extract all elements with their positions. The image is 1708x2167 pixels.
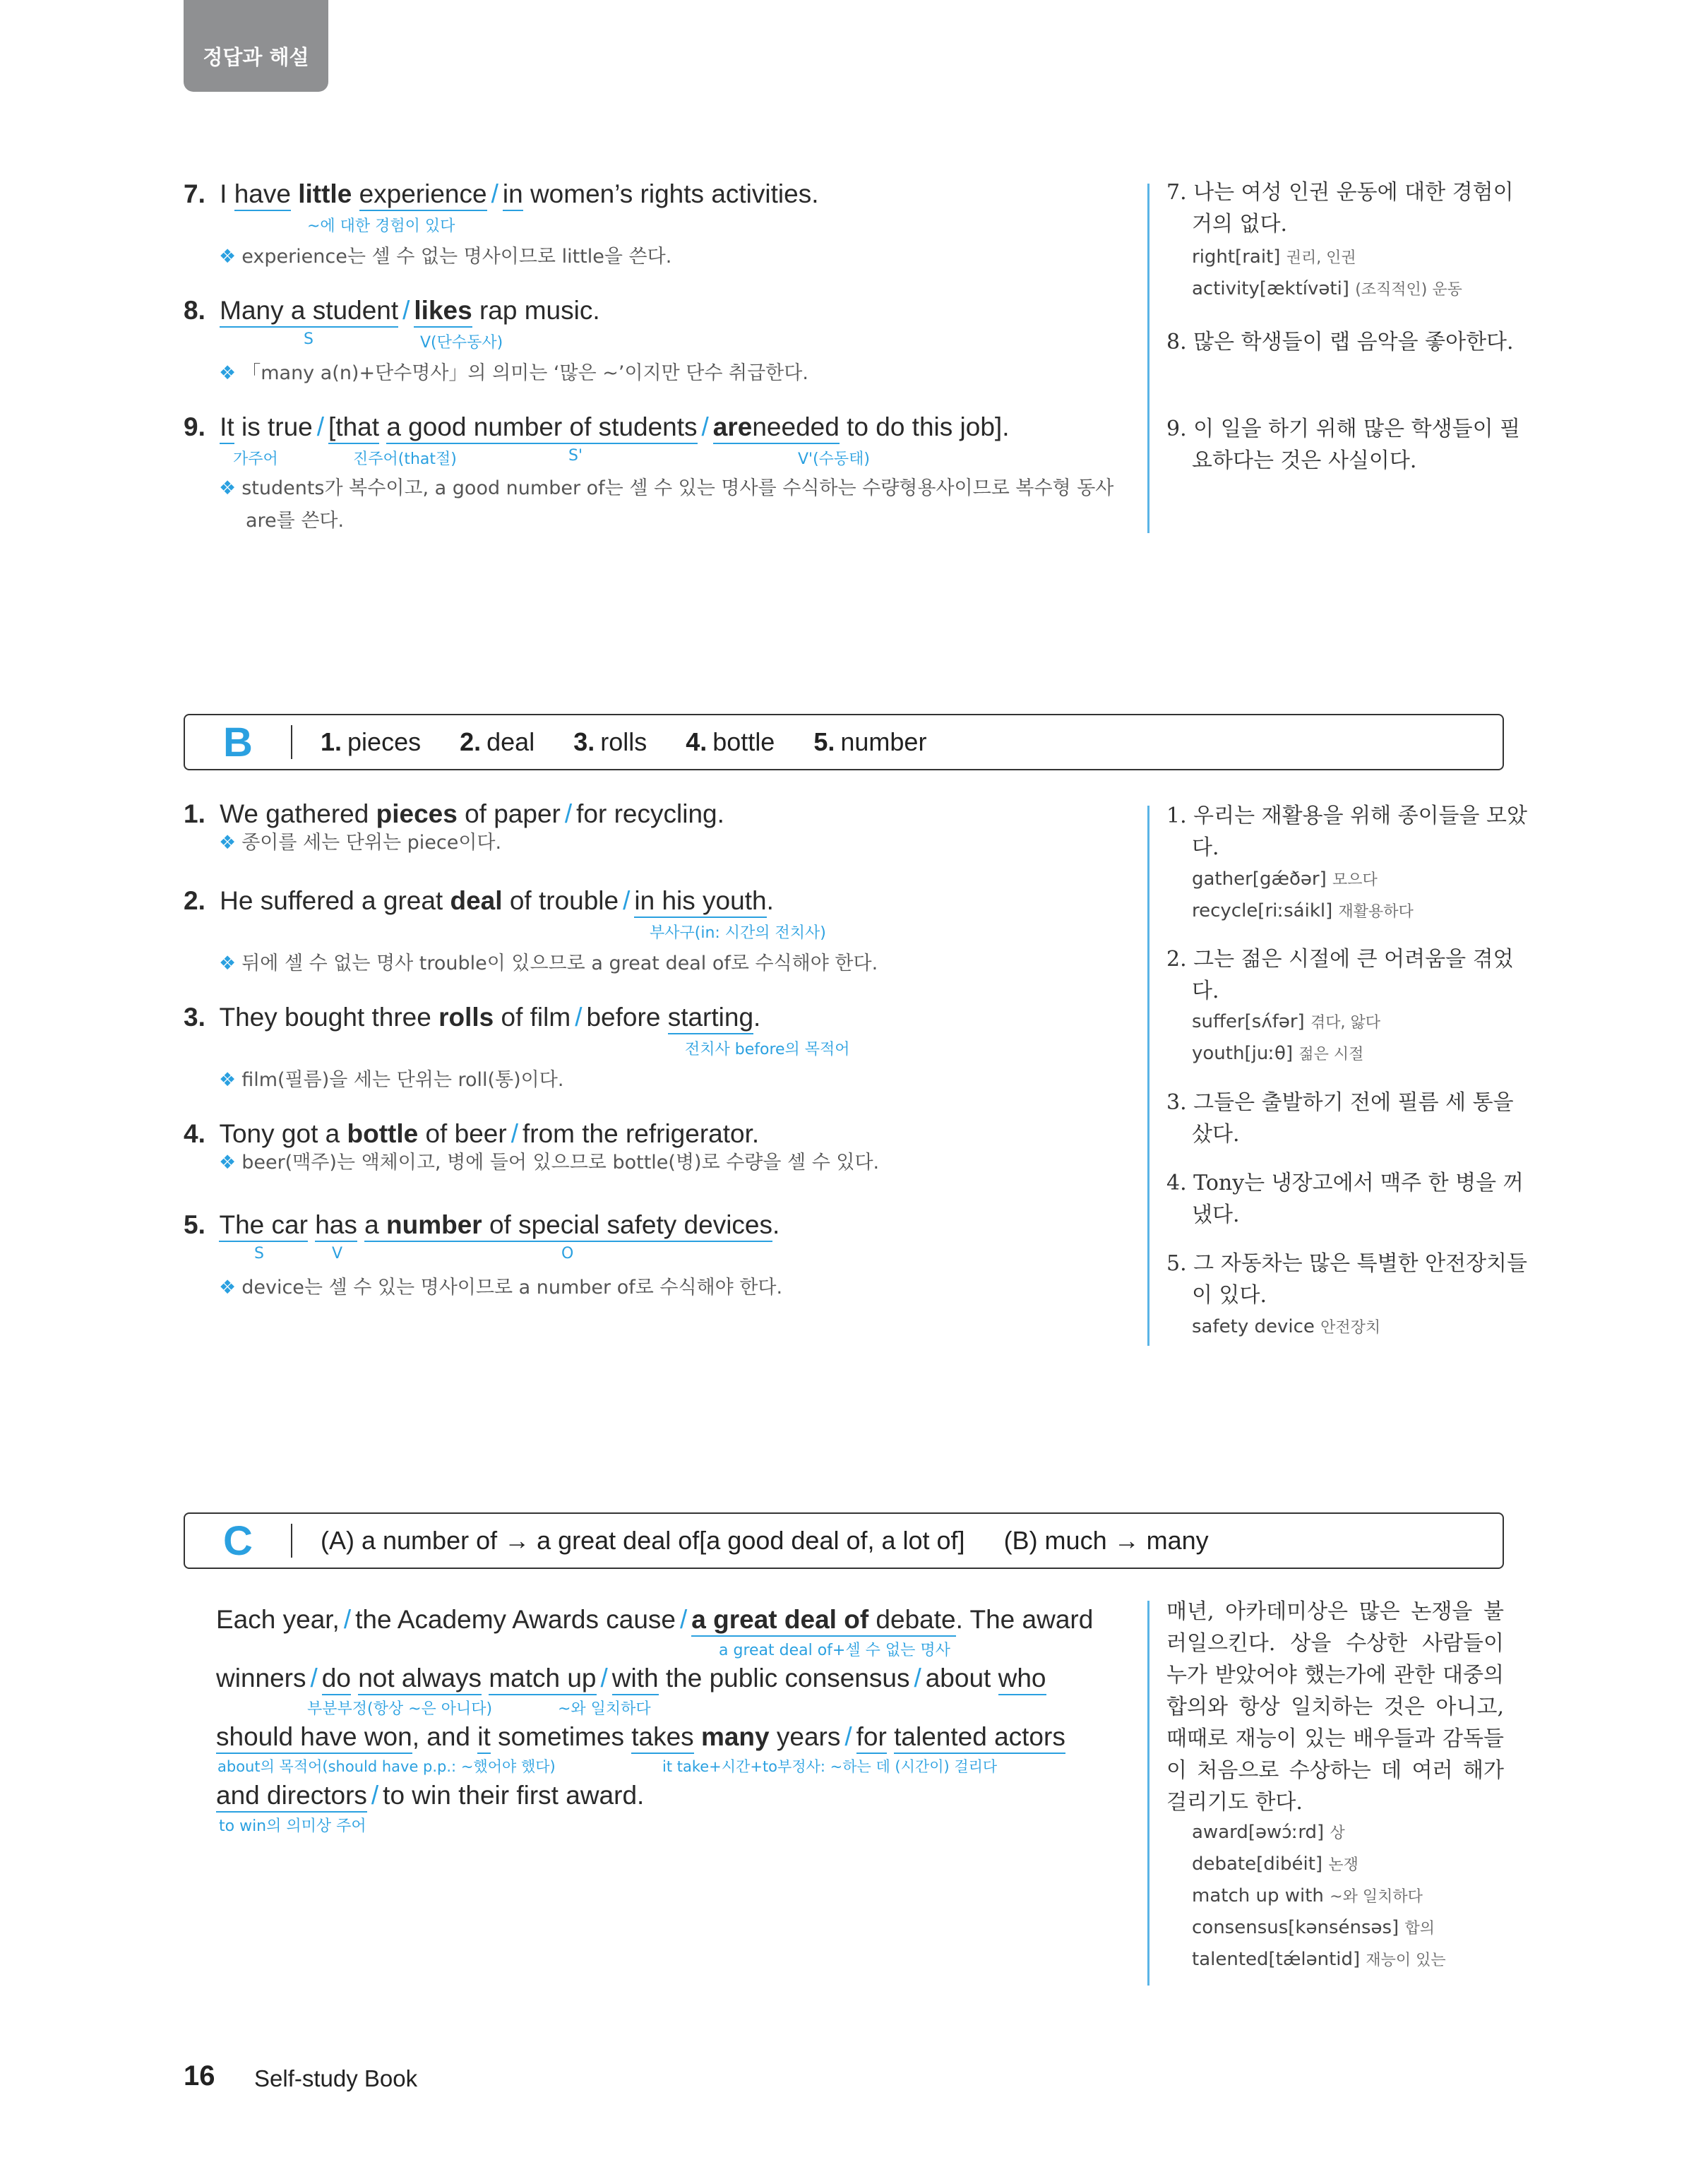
explanation-note xyxy=(219,1147,879,1179)
word: the Academy Awards cause xyxy=(355,1605,676,1634)
word: Tony got a xyxy=(219,1119,340,1148)
word: likes xyxy=(414,296,472,328)
word: Each year, xyxy=(216,1605,340,1634)
section-b xyxy=(184,714,1528,1349)
explanation-note xyxy=(219,1064,563,1097)
note-text: experience는 셀 수 없는 명사이므로 little을 쓴다. xyxy=(241,246,672,268)
diamond-icon: ❖ xyxy=(219,362,237,384)
trans-number: 7. xyxy=(1166,180,1194,205)
slash: / xyxy=(844,1722,852,1751)
word: debate xyxy=(876,1605,956,1634)
note-text: students가 복수이고, a good number of는 셀 수 있는 명사를 수식하는 수량형용사이므로 복수형 동사 xyxy=(241,477,1114,499)
box-separator xyxy=(291,1524,292,1558)
slash: / xyxy=(316,412,325,441)
answer-number: 1. xyxy=(321,727,342,756)
note-text: beer(맥주)는 액체이고, 병에 들어 있으므로 bottle(병)로 수량을 셀 수 있다. xyxy=(241,1152,880,1174)
word: who xyxy=(998,1664,1046,1695)
word: He suffered a great xyxy=(220,886,443,915)
item-b5 xyxy=(184,1210,783,1299)
slash: / xyxy=(491,179,498,208)
sentence: 5. The car has a number of special safety devices. xyxy=(184,1210,780,1241)
item-a7 xyxy=(184,179,819,268)
trans-number: 8. xyxy=(1166,330,1194,354)
annotation: O xyxy=(561,1245,574,1262)
word: are xyxy=(713,412,753,444)
trans-number: 1. xyxy=(1166,804,1194,828)
translation xyxy=(1166,1087,1529,1150)
answer-text: pieces xyxy=(347,727,422,756)
annotation: 진주어(that절) xyxy=(353,450,457,468)
answer-word: pieces xyxy=(376,799,458,828)
explanation-note xyxy=(219,472,1140,537)
item-number: 2. xyxy=(184,886,205,915)
slash: / xyxy=(402,296,410,325)
answer-a-alternatives: [a good deal of, a lot of] xyxy=(699,1526,965,1555)
trans-text: 이 일을 하기 위해 많은 학생들이 필요하다는 것은 사실이다. xyxy=(1192,417,1521,473)
word: experience xyxy=(359,179,487,211)
diamond-icon: ❖ xyxy=(219,1152,237,1174)
vocab-word: match up with xyxy=(1192,1885,1324,1906)
vocab-item xyxy=(1192,1853,1358,1875)
translation xyxy=(1166,413,1529,477)
trans-text: 많은 학생들이 랩 음악을 좋아한다. xyxy=(1193,330,1514,354)
explanation-note xyxy=(219,948,878,980)
word: and directors xyxy=(216,1781,367,1813)
note-text: are를 쓴다. xyxy=(246,510,345,532)
sentence xyxy=(184,799,724,830)
trans-number: 2. xyxy=(1166,947,1194,972)
book-title: Self-study Book xyxy=(254,2065,418,2091)
vocab-word: right[rait] xyxy=(1192,246,1281,268)
answer-word: number xyxy=(386,1210,482,1239)
annotation: S xyxy=(304,330,313,348)
answer xyxy=(460,727,535,757)
answer-b: (B) much → many xyxy=(1003,1526,1209,1555)
item-number: 8. xyxy=(184,296,205,325)
word: takes xyxy=(631,1722,693,1754)
vocab-item xyxy=(1192,1948,1446,1970)
annotation: about의 목적어(should have p.p.: ~했어야 했다) xyxy=(217,1758,556,1775)
word: about xyxy=(925,1664,991,1693)
item-a8 xyxy=(184,295,808,384)
word: rap music. xyxy=(479,296,600,325)
answer xyxy=(686,727,775,757)
note-text: 뒤에 셀 수 없는 명사 trouble이 있으므로 a great deal of로 수식해야 한다. xyxy=(241,953,878,974)
word: many xyxy=(700,1722,770,1751)
vocab-item xyxy=(1192,1916,1435,1938)
word: a xyxy=(364,1210,379,1239)
diamond-icon: ❖ xyxy=(219,1069,237,1091)
word: with xyxy=(612,1664,659,1695)
item-number: 7. xyxy=(184,179,205,208)
word: women’s rights activities. xyxy=(530,179,819,208)
word: They bought three xyxy=(219,1003,431,1032)
word: starting xyxy=(668,1003,753,1034)
answer-box-b xyxy=(184,714,1504,770)
annotation: 전치사 before의 목적어 xyxy=(685,1041,850,1058)
word: of beer xyxy=(425,1119,507,1148)
word: sometimes xyxy=(498,1722,624,1751)
column-divider xyxy=(1147,1601,1149,1986)
item-number: 3. xyxy=(184,1003,205,1032)
translation xyxy=(1166,1167,1529,1231)
item-number: 9. xyxy=(184,412,205,441)
word: has xyxy=(315,1210,357,1242)
vocab-meaning: 권리, 인권 xyxy=(1286,249,1356,267)
section-a xyxy=(184,169,1521,537)
underlined-phrase xyxy=(691,1605,955,1637)
answer-text: deal xyxy=(486,727,535,756)
vocab-item xyxy=(1192,1010,1380,1032)
sentence: 3. They bought three rolls of film / before starting. xyxy=(184,1002,760,1033)
word: from the refrigerator. xyxy=(522,1119,760,1148)
annotation: S xyxy=(254,1245,264,1262)
annotation: 가주어 xyxy=(233,450,278,468)
word: of trouble xyxy=(509,886,619,915)
translation xyxy=(1166,1248,1529,1311)
trans-text: 그들은 출발하기 전에 필름 세 통을 샀다. xyxy=(1192,1090,1514,1147)
annotation: V'(수동태) xyxy=(798,450,871,468)
trans-text: 그 자동차는 많은 특별한 안전장치들이 있다. xyxy=(1192,1251,1528,1308)
translation: 매년, 아카데미상은 많은 논쟁을 불러일으킨다. 상을 수상한 사람들이 누가 받았어야 했는가에 관한 대중의 합의와 항상 일치하는 것은 아니고, 때때로 재능이 있는 배우들과 감독들이 처음으로 수상하는 데 여러 해가 걸리기도 한다. xyxy=(1166,1599,1504,1815)
vocab-word: award[əwɔ́ːrd] xyxy=(1192,1822,1325,1843)
word: a xyxy=(691,1605,706,1634)
explanation-note xyxy=(219,827,501,859)
vocab-item xyxy=(1192,900,1414,921)
vocab-item xyxy=(1192,1042,1363,1064)
sentence: 2. He suffered a great deal of trouble / in his youth. xyxy=(184,885,774,917)
vocab-word: recycle[riːsáikl] xyxy=(1192,900,1333,921)
word: of special safety devices xyxy=(489,1210,773,1239)
diamond-icon: ❖ xyxy=(219,832,237,854)
item-b2 xyxy=(184,885,878,974)
word: to win their first award. xyxy=(383,1781,645,1810)
explanation-note xyxy=(219,357,808,390)
answer-text: bottle xyxy=(712,727,775,756)
trans-number: 3. xyxy=(1166,1090,1194,1115)
word: should have won xyxy=(216,1722,412,1754)
translation xyxy=(1166,177,1529,240)
vocab-word: activity[æktívəti] xyxy=(1192,278,1349,299)
word: I xyxy=(220,179,227,208)
vocab-meaning: 젊은 시절 xyxy=(1298,1046,1364,1063)
word: a good number of students xyxy=(386,412,697,444)
page-number: 16 xyxy=(184,2060,215,2091)
trans-text: 그는 젊은 시절에 큰 어려움을 겪었다. xyxy=(1192,947,1514,1003)
slash: / xyxy=(510,1119,518,1148)
slash: / xyxy=(564,799,573,828)
answer-number: 2. xyxy=(460,727,482,756)
item-number: 4. xyxy=(184,1119,205,1148)
answer xyxy=(573,727,647,757)
word: not always xyxy=(358,1664,482,1695)
word: is true xyxy=(241,412,313,441)
section-letter: C xyxy=(223,1517,253,1564)
word: little xyxy=(298,179,352,208)
answer-a: (A) a number of → a great deal of xyxy=(321,1526,700,1555)
word: winners xyxy=(216,1664,306,1693)
word: great deal of xyxy=(713,1605,869,1634)
word: in xyxy=(503,179,523,211)
word: talented actors xyxy=(894,1722,1065,1754)
answer xyxy=(813,727,926,757)
annotation: V(단수동사) xyxy=(420,334,503,352)
word: the public consensus xyxy=(665,1664,910,1693)
note-text: device는 셀 수 있는 명사이므로 a number of로 수식해야 한다. xyxy=(241,1277,783,1299)
slash: / xyxy=(680,1605,688,1634)
vocab-meaning: 재활용하다 xyxy=(1338,903,1414,921)
word: We gathered xyxy=(220,799,369,828)
explanation-note xyxy=(219,241,671,273)
word: of paper xyxy=(465,799,561,828)
word: It xyxy=(220,412,234,444)
answer-number: 3. xyxy=(573,727,595,756)
slash: / xyxy=(575,1003,583,1032)
sentence xyxy=(184,1118,759,1150)
slash: / xyxy=(343,1605,352,1634)
slash: / xyxy=(623,886,631,915)
word: , and xyxy=(412,1722,470,1751)
vocab-meaning: 상 xyxy=(1330,1825,1345,1842)
trans-number: 4. xyxy=(1166,1171,1194,1195)
note-text: film(필름)을 세는 단위는 roll(통)이다. xyxy=(241,1069,564,1091)
vocab-item xyxy=(1192,1315,1380,1337)
word: for recycling. xyxy=(576,799,724,828)
trans-text: 우리는 재활용을 위해 종이들을 모았다. xyxy=(1192,804,1528,860)
sentence xyxy=(184,412,1009,443)
vocab-meaning: 안전장치 xyxy=(1320,1319,1381,1337)
answer-number: 5. xyxy=(813,727,835,756)
sentence xyxy=(184,295,600,326)
translation xyxy=(1166,326,1529,358)
annotation: 부분부정(항상 ~은 아니다) xyxy=(307,1700,493,1718)
vocab-word: gather[gǽðər] xyxy=(1192,868,1327,890)
section-c xyxy=(184,1512,1504,1993)
vocab-word: consensus[kənsénsəs] xyxy=(1192,1917,1399,1938)
slash: / xyxy=(600,1664,608,1693)
answer-text: rolls xyxy=(600,727,647,756)
vocab-word: safety device xyxy=(1192,1316,1315,1337)
passage-line xyxy=(216,1590,1093,1649)
vocab-item xyxy=(1192,1885,1423,1906)
vocab-word: debate[dibéit] xyxy=(1192,1853,1323,1875)
annotation: 부사구(in: 시간의 전치사) xyxy=(650,924,826,942)
word: before xyxy=(586,1003,661,1032)
column-divider xyxy=(1147,184,1149,533)
vocab-meaning: 논쟁 xyxy=(1328,1856,1358,1874)
word: match up xyxy=(489,1664,596,1695)
vocab-item xyxy=(1192,277,1462,299)
item-b3 xyxy=(184,1002,850,1091)
diamond-icon: ❖ xyxy=(219,953,237,974)
vocab-item xyxy=(1192,1821,1345,1843)
header-tab: 정답과 해설 xyxy=(184,0,328,92)
slash: / xyxy=(371,1781,379,1810)
word: years xyxy=(776,1722,841,1751)
word: of film xyxy=(501,1003,571,1032)
word: Many a student xyxy=(220,296,398,328)
item-b4 xyxy=(184,1118,880,1174)
diamond-icon: ❖ xyxy=(219,477,237,499)
word: [that xyxy=(328,412,379,444)
answer xyxy=(321,727,421,757)
answer-word: rolls xyxy=(438,1003,494,1032)
vocab-word: talented[tǽləntid] xyxy=(1192,1949,1361,1970)
item-b1 xyxy=(184,799,724,854)
word: do xyxy=(322,1664,351,1695)
answer-text: number xyxy=(840,727,927,756)
vocab-meaning: 재능이 있는 xyxy=(1366,1952,1446,1969)
word: in his youth xyxy=(634,886,766,918)
item-a9 xyxy=(184,412,1114,532)
word: The car xyxy=(219,1210,307,1242)
sentence xyxy=(184,179,818,210)
vocab-meaning: (조직적인) 운동 xyxy=(1355,281,1462,299)
answer-word: bottle xyxy=(347,1119,419,1148)
trans-number: 5. xyxy=(1166,1251,1194,1276)
annotation: to win의 의미상 주어 xyxy=(219,1817,366,1835)
annotation: ~에 대한 경험이 있다 xyxy=(307,217,455,235)
slash: / xyxy=(310,1664,318,1693)
diamond-icon: ❖ xyxy=(219,246,237,268)
vocab-item xyxy=(1192,246,1356,268)
translation xyxy=(1166,943,1529,1007)
answer-box-c xyxy=(184,1512,1504,1569)
word: needed xyxy=(752,412,839,444)
diamond-icon: ❖ xyxy=(219,1277,237,1299)
column-divider xyxy=(1147,806,1149,1346)
vocab-item xyxy=(1192,868,1378,890)
item-number: 5. xyxy=(184,1210,205,1239)
note-text: 종이를 세는 단위는 piece이다. xyxy=(241,832,502,854)
annotation: V xyxy=(332,1245,343,1262)
word: for xyxy=(856,1722,887,1754)
vocab-word: suffer[sʌ́fər] xyxy=(1192,1011,1305,1032)
word: to do this job]. xyxy=(847,412,1010,441)
vocab-meaning: 겪다, 앓다 xyxy=(1310,1014,1380,1032)
trans-text: 나는 여성 인권 운동에 대한 경험이 거의 없다. xyxy=(1192,180,1514,237)
slash: / xyxy=(914,1664,921,1693)
translation xyxy=(1166,800,1529,864)
vocab-meaning: 모으다 xyxy=(1332,871,1378,889)
explanation-note xyxy=(219,1272,782,1304)
vocab-meaning: ~와 일치하다 xyxy=(1330,1888,1423,1906)
annotation: S' xyxy=(568,447,583,465)
annotation: ~와 일치하다 xyxy=(558,1700,651,1718)
trans-text: Tony는 냉장고에서 맥주 한 병을 꺼냈다. xyxy=(1192,1171,1524,1227)
word: . The award xyxy=(955,1605,1094,1634)
object-phrase xyxy=(364,1210,772,1242)
note-text: 「many a(n)+단수명사」의 의미는 ‘많은 ~’이지만 단수 취급한다. xyxy=(241,362,808,384)
answer-number: 4. xyxy=(686,727,707,756)
section-letter: B xyxy=(223,719,253,765)
vocab-meaning: 합의 xyxy=(1404,1920,1435,1938)
answer-word: deal xyxy=(450,886,503,915)
word: have xyxy=(234,179,291,211)
box-separator xyxy=(291,725,292,759)
annotation: it take+시간+to부정사: ~하는 데 (시간이) 걸리다 xyxy=(662,1758,998,1775)
trans-number: 9. xyxy=(1166,417,1194,441)
annotation: a great deal of+셀 수 없는 명사 xyxy=(719,1642,950,1659)
slash: / xyxy=(701,412,709,441)
word: it xyxy=(477,1722,491,1754)
item-number: 1. xyxy=(184,799,205,828)
vocab-word: youth[juːθ] xyxy=(1192,1043,1294,1064)
